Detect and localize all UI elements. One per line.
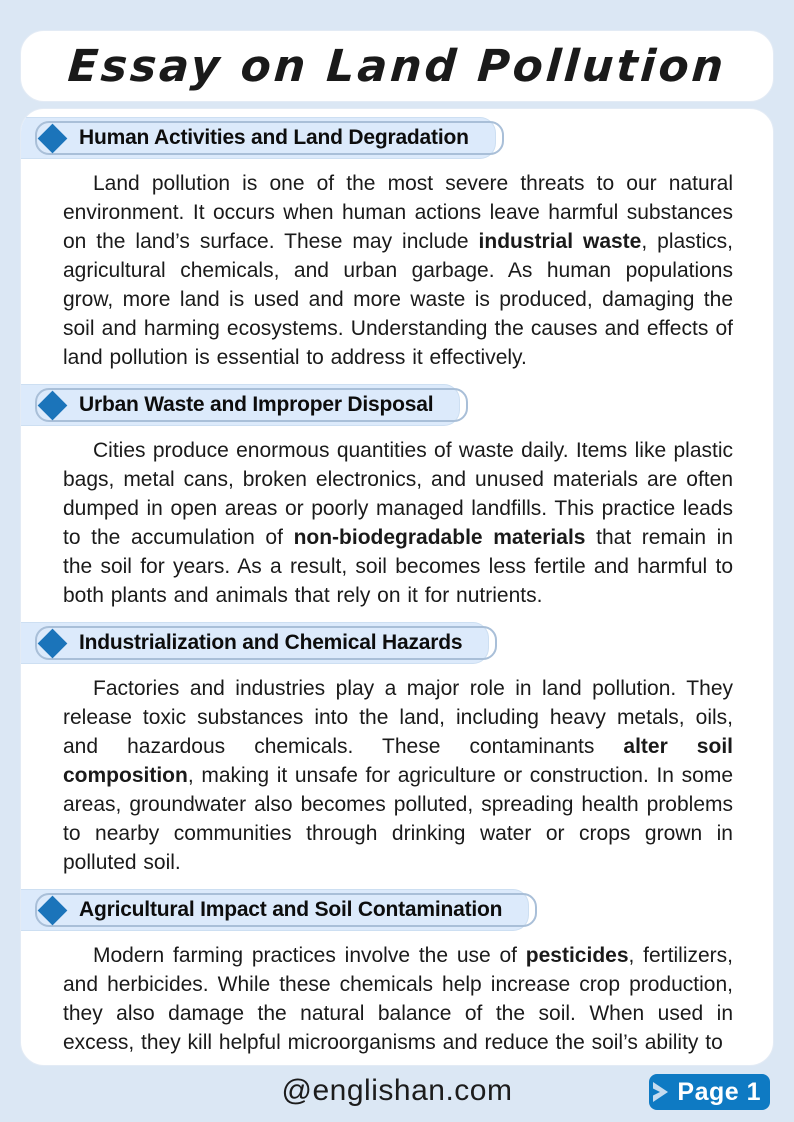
essay-section (21, 622, 773, 877)
section-paragraph: Land pollution is one of the most severe threats to our natural environment. It occurs when human actions leave harmful substances on the land’s surface. These may include industrial waste, plastics, agricultural chemicals, and urban garbage. As human populations grow, more land is used and more waste is produced, damaging the soil and harming ecosystems. Understanding the causes and effects of land pollution is essential to address it effectively. (63, 172, 733, 369)
page-title: Essay on Land Pollution (66, 40, 728, 92)
essay-section (21, 384, 773, 610)
section-heading-band (21, 622, 489, 664)
essay-section (21, 117, 773, 372)
diamond-icon (38, 123, 68, 153)
essay-section (21, 889, 773, 1057)
diamond-icon (38, 895, 68, 925)
section-title: Human Activities and Land Degradation (79, 126, 469, 149)
footer (0, 1066, 794, 1122)
site-watermark: @englishan.com (281, 1074, 513, 1107)
section-title: Urban Waste and Improper Disposal (79, 393, 434, 416)
section-paragraph: Cities produce enormous quantities of waste daily. Items like plastic bags, metal cans, broken electronics, and unused materials are often dumped in open areas or poorly managed landfills. This practice leads to the accumulation of non-biodegradable materials that remain in the soil for years. As a result, soil becomes less fertile and harmful to both plants and animals that rely on it for nutrients. (63, 439, 733, 607)
section-heading-band (21, 384, 460, 426)
sections (21, 117, 773, 1057)
diamond-icon (38, 628, 68, 658)
section-heading-band (21, 889, 529, 931)
page-number-label: Page 1 (677, 1077, 761, 1106)
diamond-icon (38, 390, 68, 420)
section-title: Industrialization and Chemical Hazards (79, 631, 463, 654)
chevron-right-icon (653, 1079, 673, 1105)
section-paragraph: Modern farming practices involve the use of pesticides, fertilizers, and herbicides. While these chemicals help increase crop production, they also damage the natural balance of the soil. When used in excess, they kill helpful microorganisms and reduce the soil’s ability to (63, 944, 733, 1054)
page-number-badge (649, 1074, 770, 1110)
section-paragraph: Factories and industries play a major role in land pollution. They release toxic substances into the land, including heavy metals, oils, and hazardous chemicals. These contaminants alter soil composition, making it unsafe for agriculture or construction. In some areas, groundwater also becomes polluted, spreading health problems to nearby communities through drinking water or crops grown in polluted soil. (63, 677, 733, 874)
essay-body (20, 108, 774, 1066)
section-heading-band (21, 117, 496, 159)
title-card (20, 30, 774, 102)
section-title: Agricultural Impact and Soil Contamination (79, 898, 503, 921)
